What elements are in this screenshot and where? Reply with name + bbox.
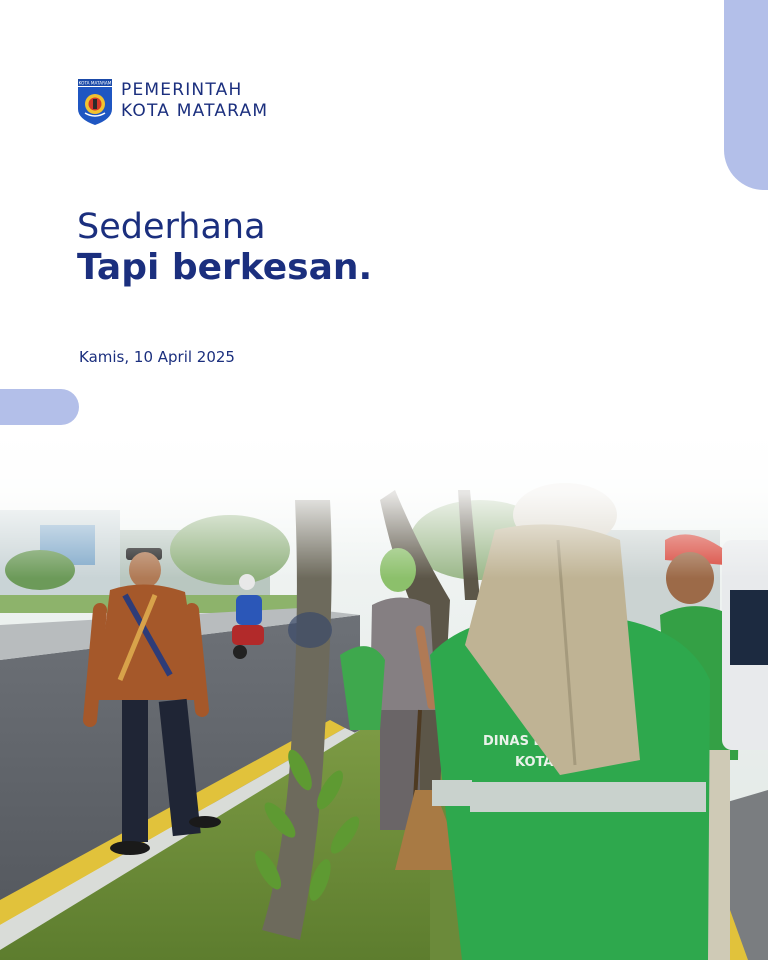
- event-photo: [0, 430, 768, 960]
- event-date: Kamis, 10 April 2025: [79, 348, 235, 366]
- headline-line-1: Sederhana: [77, 207, 266, 247]
- organization-name: [121, 80, 268, 122]
- organization-line-1: PEMERINTAH: [121, 80, 243, 100]
- headline-line-2: Tapi berkesan.: [77, 247, 373, 288]
- decorative-top-tab: [724, 0, 768, 190]
- logo-caption: KOTA MATARAM: [78, 80, 112, 86]
- organization-line-2: KOTA MATARAM: [121, 101, 269, 121]
- decorative-left-tab: [0, 389, 79, 425]
- kota-mataram-crest-icon: [78, 79, 112, 125]
